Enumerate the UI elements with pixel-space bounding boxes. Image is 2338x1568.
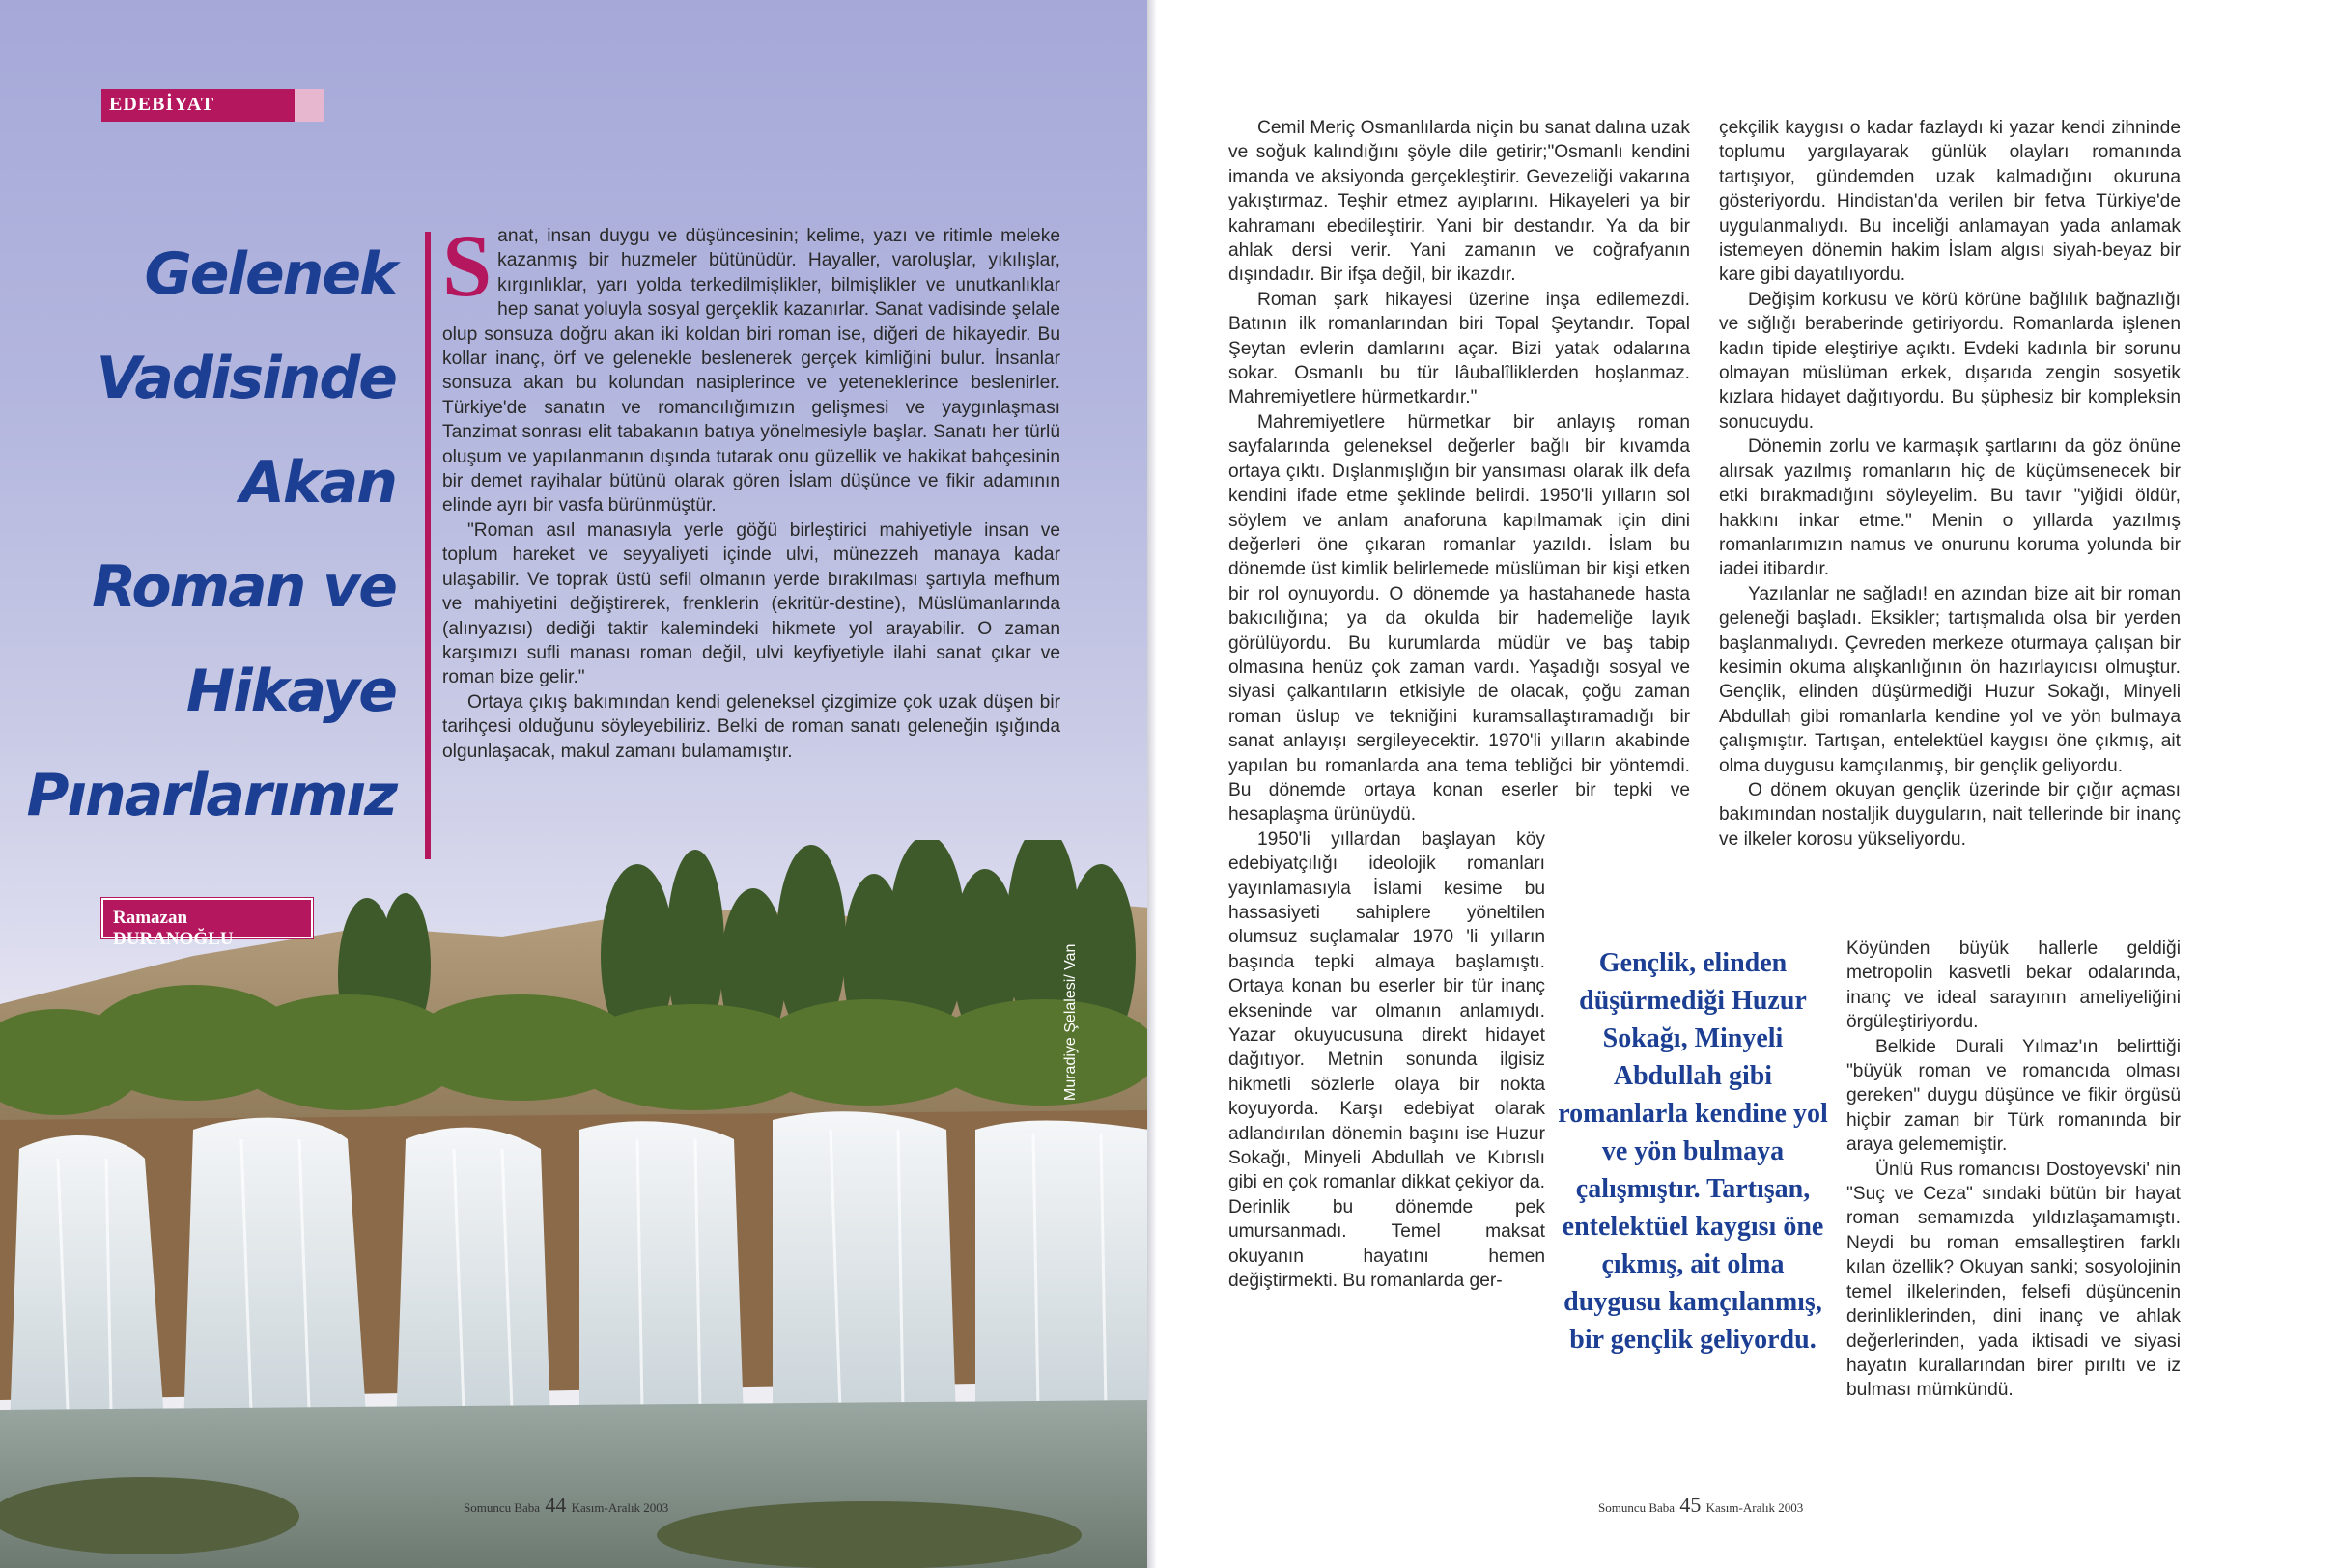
footer-magazine: Somuncu Baba (464, 1500, 541, 1515)
paragraph: Mahremiyetlere hürmetkar bir anlayış roman sayfalarında geleneksel değerler bağlı bir kıvamda ortaya çıktı. Dışlanmışlığın bir yansıması olarak ilk defa kendini ifade etme şeklinde belirdi. 1950'li yılların sol söylem ve anlam anaforuna kapılmamak için dini değerleri öne çıkaran romanlar yazıldı. İslam bu dönemde üst kimlik belirlemede müslüman bir kişi etken bir rol oynuyordu. O dönemde ya hastahanede hasta bakıcılığına; ya da okulda bir hademeliğe layık görülüyordu. Bu kurumlarda müdür ve baş tabip olmasına henüz çok zaman vardı. Yaşadığı sosyal ve siyasi çalkantıların etkisiyle de olacak, çoğu zaman roman üslup ve tekniğini kuramsallaştıramadığı bir sanat anlayışı sergileyecektir. 1970'li yılların akabinde yapılan bu romanlarda ana tema tebliğci bir yöntemdi. Bu dönemde ortaya konan eserler bir tepki ve hesaplaşma ürünüydü. (1228, 411, 1690, 826)
left-page (0, 0, 1149, 1568)
paragraph: 1950'li yıllardan başlayan köy edebiyatçılığı ideolojik romanları yayınlamasıyla İslami kesime bu hassasiyeti sahiplere yöneltilen olumsuz suçlamalar 1970 'li yılların başında tepki almaya başlamıştı. Ortaya konan bu eserler bir tür inanç ekseninde var olmanın anlamıydı. Yazar okuyucusuna direkt hidayet dağıtıyor. Metnin sonunda ilgisiz hikmetli sözlerle olaya bir nokta koyuyorda. Karşı edebiyat olarak adlandırılan dönemin başını ise Huzur Sokağı, Minyeli Abdullah ve Kıbrıslı gibi en çok romanlar dikkat çekiyor da. Derinlik bu dönemde pek umursanmadı. Temel maksat okuyanın hayatını hemen değiştirmekti. Bu romanlarda ger- (1228, 828, 1545, 1292)
intro-text: anat, insan duygu ve düşüncesinin; kelime, yazı ve ritimle meleke kazanmış bir huzmeler bütünüdür. Hayaller, varoluşlar, yıkılışlar, kırgınlıklar, yarı yolda terkedilmişlikler, bilmişlikler ve unutkanlıklar hep sanat yoluyla sosyal gerçeklik kazanırlar. Sanat vadisinde şelale olup sonsuza doğru akan iki koldan biri roman ise, diğeri de hikayedir. Bu kollar inanç, örf ve gelenekle beslenerek gerçek kimliğini bulur. İnsanlar sonsuza akan bu kolundan nasiplerince ve yeteneklerince beslenirler. Türkiye'de sanatın ve romancılığımızın gelişmesi ve yaygınlaşması Tanzimat sonrası elit tabakanın batıya yönelmesiyle başlar. Sanatı her türlü oluşum ve yapılanmanın dışında tutarak onu güzellik ve hakikat bahçesinin bir demet rayihalar bütünü olarak gören İslam düşünce ve fikir adamının elinde ayrı bir vasfa bürünmüştür. (442, 226, 1060, 517)
footer-date: Kasım-Aralık 2003 (1705, 1500, 1804, 1515)
author-box (101, 898, 313, 949)
intro-column (442, 216, 1060, 764)
paragraph: Köyünden büyük hallerle geldiği metropolin kasvetli bekar odalarında, inanç ve ideal sarayının ameliyeliğini örgüleştiriyordu. (1846, 938, 2181, 1033)
paragraph: Ünlü Rus romancısı Dostoyevski' nin "Suç ve Ceza" sındaki bütün bir hayat roman semamızda yıldızlaşamamıştı. Neydi bu roman emsalleştiren farklı kılan özellik? Okuyan sanki; sosyolojinin temel ilkelerinden, felsefi düşüncenin derinliklerinden, dini inanç ve ahlak değerlerinden, yada iktisadi ve siyasi hayatın kurallarından birer pırıltı ve iz bulması mümkündü. (1846, 1159, 2181, 1401)
paragraph: Belkide Durali Yılmaz'ın belirttiği "büyük roman ve romancıda olması gereken" duygu düşünce ve fikir örgüsü hiçbir zaman bir Türk romanında bir araya gelememiştir. (1846, 1036, 2181, 1156)
title-line: Roman ve (92, 553, 396, 621)
title-divider (425, 232, 431, 859)
author-name: Ramazan DURANOĞLU (113, 908, 234, 949)
title-line: Hikaye (185, 658, 396, 725)
photo-credit: Muradiye Şelalesi/ Van (1062, 943, 1079, 1101)
paragraph: Roman şark hikayesi üzerine inşa edilemezdi. Batının ilk romanlarından biri Topal Şeytandır. Topal Şeytan evlerin damlarını açar. Bizi yatak odalarına sokar. Osmanlı bu tür lâubalîliklerden hoşlanmaz. Mahremiyetlere hürmetkardır." (1228, 289, 1690, 408)
pull-quote: Gençlik, elinden düşürmediği Huzur Sokağı, Minyeli Abdullah gibi romanlarla kendine yol ve yön bulmaya çalışmıştır. Tartışan, entelektüel kaygısı öne çıkmış, ait olma duygusu kamçılanmış, bir gençlik geliyordu. (1558, 948, 1828, 1355)
page-number: 45 (1679, 1493, 1702, 1517)
title-line: Vadisinde (96, 345, 396, 412)
paragraph: Değişim korkusu ve körü körüne bağlılık bağnazlığı ve sığlığı beraberinde getiriyordu. Romanlarda işlenen kadın tipide eleştiriye açıktı. Evdeki kadınla bir sorunu olmayan müslüman erkek, dışarıda zengin sosyetik kızlara hidayet dağıtıyordu. Bu şüphesiz bir kompleksin sonucuydu. (1719, 289, 2181, 433)
paragraph: O dönem okuyan gençlik üzerinde bir çığır açması bakımından nostaljik duyguların, nait tellerinde bir inanç ve ilkeler korosu yükseliyordu. (1719, 779, 2181, 850)
intro-paragraph: "Roman asıl manasıyla yerle göğü birleştirici mahiyetiyle insan ve toplum hareket ve seyyaliyeti içinde ulvi, münezzeh manaya kadar ulaşabilir. Ve toprak üstü sefil olmanın yerde bırakılması şartıyla mefhum ve mahiyetini değiştirerek, frenklerin (ekritür-destine), Müslümanlarında (alınyazısı) dediği taktir kalemindeki hikmete yol arayabilir. O zaman karşımızı sufli manası roman değil, ulvi keyfiyetiyle ilahi sanat çıkar ve roman bize gelir." (442, 519, 1060, 688)
column-3 (1719, 116, 2181, 852)
article-title (10, 222, 396, 848)
footer-magazine: Somuncu Baba (1598, 1500, 1676, 1515)
column-3-lower (1846, 937, 2181, 1403)
intro-paragraph: Ortaya çıkış bakımından kendi geleneksel çizgimize çok uzak düşen bir tarihçesi olduğunu söyleyebiliriz. Belki de roman sanatı geleneğin ışığında olgunlaşacak, makul zamanı bulamamıştır. (442, 691, 1060, 762)
section-tab-notch (295, 89, 324, 122)
title-line: Akan (239, 449, 396, 517)
dropcap: S (442, 216, 493, 315)
paragraph: Cemil Meriç Osmanlılarda niçin bu sanat dalına uzak ve soğuk kalındığını şöyle dile getirir;"Osmanlı kendini imanda ve aksiyonda gerçekleştirir. Gevezeliği vakarına yakıştırmaz. Teşhir etmez ayıplarını. Hikayeleri ya bir kahramanı ebedileştirir. Yani bir destandır. Ya da bir ahlak dersi verir. Yani zamanın ve coğrafyanın dışındadır. Bir ifşa değil, bir ikazdır. (1228, 118, 1690, 286)
page-spine (1147, 0, 1157, 1568)
page-number: 44 (545, 1493, 567, 1517)
section-label: EDEBİYAT (109, 94, 215, 115)
paragraph: Yazılanlar ne sağladı! en azından bize ait bir roman geleneği başladı. Eksikler; tartışmalıda olsa bir yerden başlanmalıydı. Çevreden merkeze oturmaya çalışan bir kesimin okuma alışkanlığının ön hazırlayıcısı olmuştur. Gençlik, elinden düşürmediği Huzur Sokağı, Minyeli Abdullah gibi romanlarla kendine yol ve yön bulmaya çalışmıştır. Tartışan, entelektüel kaygısı öne çıkmış, ait olma duygusu kamçılanmış, bir gençlik geliyordu. (1719, 583, 2181, 776)
title-line: Gelenek (144, 240, 396, 308)
footer-date: Kasım-Aralık 2003 (571, 1500, 669, 1515)
paragraph: Dönemin zorlu ve karmaşık şartlarını da göz önüne alırsak yazılmış romanların hiç de küçümsenecek bir etki bırakmadığını söyleyelim. Bu tavır "yiğidi öldür, hakkını inkar etme." Menin o yıllarda yazılmış romanlarımızın namus ve onurunu koruma yolunda bir iadei itibardır. (1719, 436, 2181, 580)
footer-left (464, 1493, 668, 1518)
footer-right (1598, 1493, 1803, 1518)
paragraph: çekçilik kaygısı o kadar fazlaydı ki yazar kendi zihninde toplumu yargılayarak günlük olayları romanında tartışıyor, gündemden uzak kalmadığını okuruna gösteriyordu. Hindistan'da verilen bir fetva Türkiye'de uygulanmalıydı. Bu inceliği anlamayan yada anlamak istemeyen dönemin hakim İslam algısı siyah-beyaz bir kare gibi dayatılıyordu. (1719, 118, 2181, 286)
title-line: Pınarlarımız (26, 762, 396, 829)
intro-paragraph (442, 216, 1060, 518)
section-tab (101, 89, 314, 122)
